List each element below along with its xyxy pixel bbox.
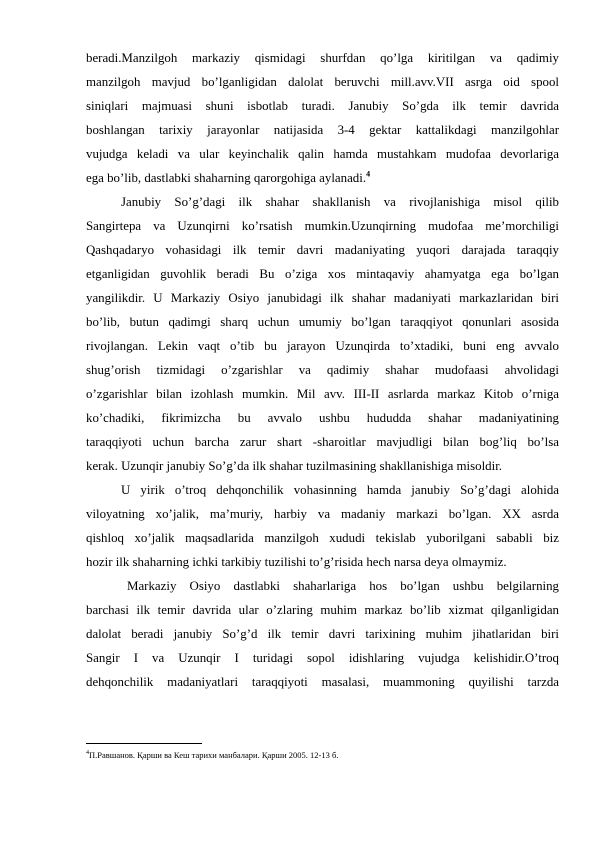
- footnote-marker: 4: [86, 750, 89, 757]
- text-line: manzilgoh mavjud bo’lganligidan dalolat beruvchi mill.avv.VII asrga oid spool: [86, 75, 559, 89]
- text-line: yangilikdir. U Markaziy Osiyo janubidagi ilk shahar madaniyati markazlaridan biri: [86, 291, 559, 305]
- paragraph-start-line: Janubiy So’g’dagi ilk shahar shakllanish va rivojlanishiga misol qilib: [121, 195, 559, 209]
- text-line: beradi.Manzilgoh markaziy qismidagi shurfdan qo’lga kiritilgan va qadimiy: [86, 51, 559, 65]
- text-line: etganligidan guvohlik beradi Bu o’ziga xos mintaqaviy ahamyatga ega bo’lgan: [86, 267, 559, 281]
- text-line: ega bo’lib, dastlabki shaharning qarorgohiga aylanadi.: [86, 171, 367, 185]
- text-line: vujudga keladi va ular keyinchalik qalin hamda mustahkam mudofaa devorlariga: [86, 147, 559, 161]
- text-line: kerak. Uzunqir janubiy So’g’da ilk shahar tuzilmasining shakllanishiga misoldir.: [86, 459, 503, 473]
- text-line: Sangir I va Uzunqir I turidagi sopol idishlaring vujudga kelishidir.O’troq: [86, 651, 559, 665]
- text-line: viloyatning xo’jalik, ma’muriy, harbiy va madaniy markazi bo’lgan. XX asrda: [86, 507, 559, 521]
- text-line: Qashqadaryo vohasidagi ilk temir davri madaniyating yuqori darajada taraqqiy: [86, 243, 559, 257]
- text-line: shug’orish tizmidagi o’zgarishlar va qadimiy shahar mudofaasi ahvolidagi: [86, 363, 559, 377]
- paragraph-start-line: U yirik o’troq dehqonchilik vohasinning hamda janubiy So’g’dagi alohida: [121, 483, 559, 497]
- text-line: Sangirtepa va Uzunqirni ko’rsatish mumkin.Uzunqirning mudofaa me’morchiligi: [86, 219, 559, 233]
- footnote: [86, 749, 559, 761]
- text-line: o’zgarishlar bilan izohlash mumkin. Mil avv. III-II asrlarda markaz Kitob o’rniga: [86, 387, 559, 401]
- text-line-with-footnote: [86, 166, 559, 190]
- text-line: bo’lib, butun qadimgi sharq uchun umumiy bo’lgan taraqqiyot qonunlari asosida: [86, 315, 559, 329]
- footnote-reference: 4: [366, 169, 371, 179]
- text-line: qishloq xo’jalik maqsadlarida manzilgoh xududi tekislab yuborilgani sababli biz: [86, 531, 559, 545]
- body-text: [86, 46, 559, 694]
- text-line: ko’chadiki, fikrimizcha bu avvalo ushbu hududda shahar madaniyatining: [86, 411, 559, 425]
- text-line: dehqonchilik madaniyatlari taraqqiyoti masalasi, muammoning quyilishi tarzda: [86, 675, 559, 689]
- text-line: rivojlangan. Lekin vaqt o’tib bu jarayon Uzunqirda to’xtadiki, buni eng avvalo: [86, 339, 559, 353]
- text-line: hozir ilk shaharning ichki tarkibiy tuzilishi to’g’risida hech narsa deya olmaymiz.: [86, 555, 507, 569]
- text-line: taraqqiyoti uchun barcha zarur shart -sharoitlar mavjudligi bilan bog’liq bo’lsa: [86, 435, 559, 449]
- paragraph-start-line: Markaziy Osiyo dastlabki shaharlariga hos bo’lgan ushbu belgilarning: [127, 579, 559, 593]
- footnote-text: П.Равшанов. Қарши ва Кеш тарихи манбалари. Қарши 2005. 12-13 б.: [89, 750, 339, 760]
- footnote-divider: [86, 743, 202, 744]
- text-line: barchasi ilk temir davrida ular o’zlaring muhim markaz bo’lib xizmat qilganligidan: [86, 603, 559, 617]
- text-line: siniqlari majmuasi shuni isbotlab turadi. Janubiy So’gda ilk temir davrida: [86, 99, 559, 113]
- text-line: dalolat beradi janubiy So’g’d ilk temir davri tarixining muhim jihatlaridan biri: [86, 627, 559, 641]
- text-line: boshlangan tarixiy jarayonlar natijasida 3-4 gektar kattalikdagi manzilgohlar: [86, 123, 559, 137]
